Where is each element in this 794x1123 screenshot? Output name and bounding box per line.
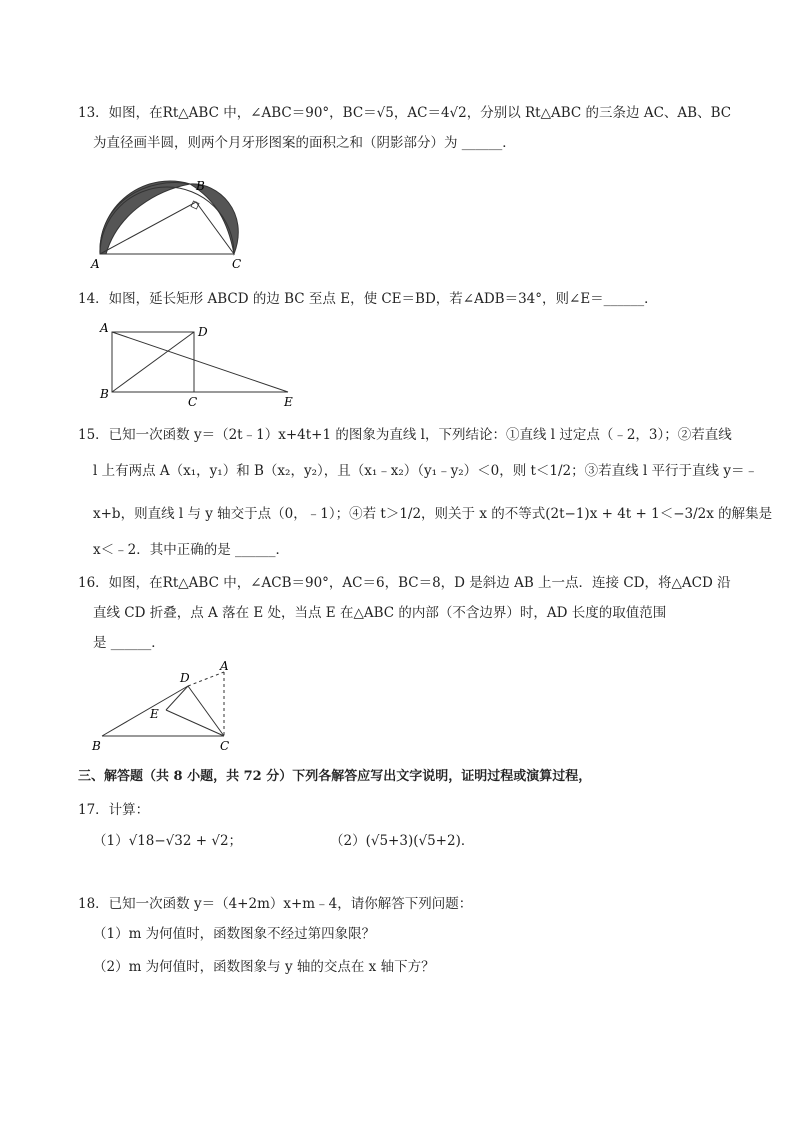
q15-line1: 15．已知一次函数 y＝（2t﹣1）x+4t+1 的图象为直线 l，下列结论：①直线 l 过定点（﹣2，3）；②若直线 [78, 427, 732, 443]
q14-figure [96, 320, 306, 410]
q16-label-e: E [150, 707, 159, 721]
q13-line1: 13．如图，在Rt△ABC 中，∠ABC＝90°，BC＝√5，AC＝4√2，分别以 Rt△ABC 的三条边 AC、AB、BC [78, 105, 732, 121]
q18-part1: （1）m 为何值时，函数图象不经过第四象限？ [93, 926, 376, 942]
q16-line1: 16．如图，在Rt△ABC 中，∠ACB＝90°，AC＝6，BC＝8，D 是斜边 AB 上一点．连接 CD，将△ACD 沿 [78, 575, 731, 591]
q14-label-b: B [100, 387, 109, 401]
q16-label-d: D [180, 671, 190, 685]
q14-label-a: A [100, 321, 109, 335]
q17-title: 17．计算： [78, 802, 150, 818]
q16-line3: 是 ______． [93, 635, 165, 651]
q18-part2: （2）m 为何值时，函数图象与 y 轴的交点在 x 轴下方？ [93, 959, 435, 975]
q16-figure [90, 660, 250, 756]
q17-part2: （2）(√5+3)(√5+2)． [330, 833, 475, 849]
q13-label-a: A [91, 257, 100, 271]
q18-title: 18．已知一次函数 y＝（4+2m）x+m﹣4，请你解答下列问题： [78, 896, 473, 912]
q13-label-b: B [196, 179, 205, 193]
section3-heading: 三、解答题（共 8 小题，共 72 分）下列各解答应写出文字说明，证明过程或演算过程， [78, 769, 592, 784]
q14-label-d: D [198, 325, 208, 339]
q16-label-a: A [220, 660, 229, 673]
q14-line1: 14．如图，延长矩形 ABCD 的边 BC 至点 E，使 CE＝BD，若∠ADB＝34°，则∠E＝______． [78, 291, 658, 307]
q14-label-e: E [284, 395, 293, 409]
q16-label-b: B [92, 739, 101, 753]
q13-figure [88, 172, 258, 272]
q17-part1: （1）√18−√32 + √2； [93, 833, 243, 849]
q16-line2: 直线 CD 折叠，点 A 落在 E 处，当点 E 在△ABC 的内部（不含边界）时，AD 长度的取值范围 [93, 605, 667, 621]
q15-line4: x＜﹣2．其中正确的是 ______． [93, 542, 289, 558]
q16-label-c: C [220, 739, 230, 753]
q15-line2: l 上有两点 A（x₁，y₁）和 B（x₂，y₂），且（x₁﹣x₂）（y₁﹣y₂）＜0，则 t＜1/2；③若直线 l 平行于直线 y＝﹣ [93, 463, 758, 479]
q15-line3: x+b，则直线 l 与 y 轴交于点（0，﹣1）；④若 t＞1/2，则关于 x 的不等式(2t−1)x + 4t + 1＜−3/2x 的解集是 [93, 506, 773, 522]
q14-label-c: C [188, 395, 198, 409]
q13-label-c: C [232, 257, 242, 271]
q13-line2: 为直径画半圆，则两个月牙形图案的面积之和（阴影部分）为 ______． [93, 135, 516, 151]
q13-lune-left-shade [100, 183, 190, 254]
